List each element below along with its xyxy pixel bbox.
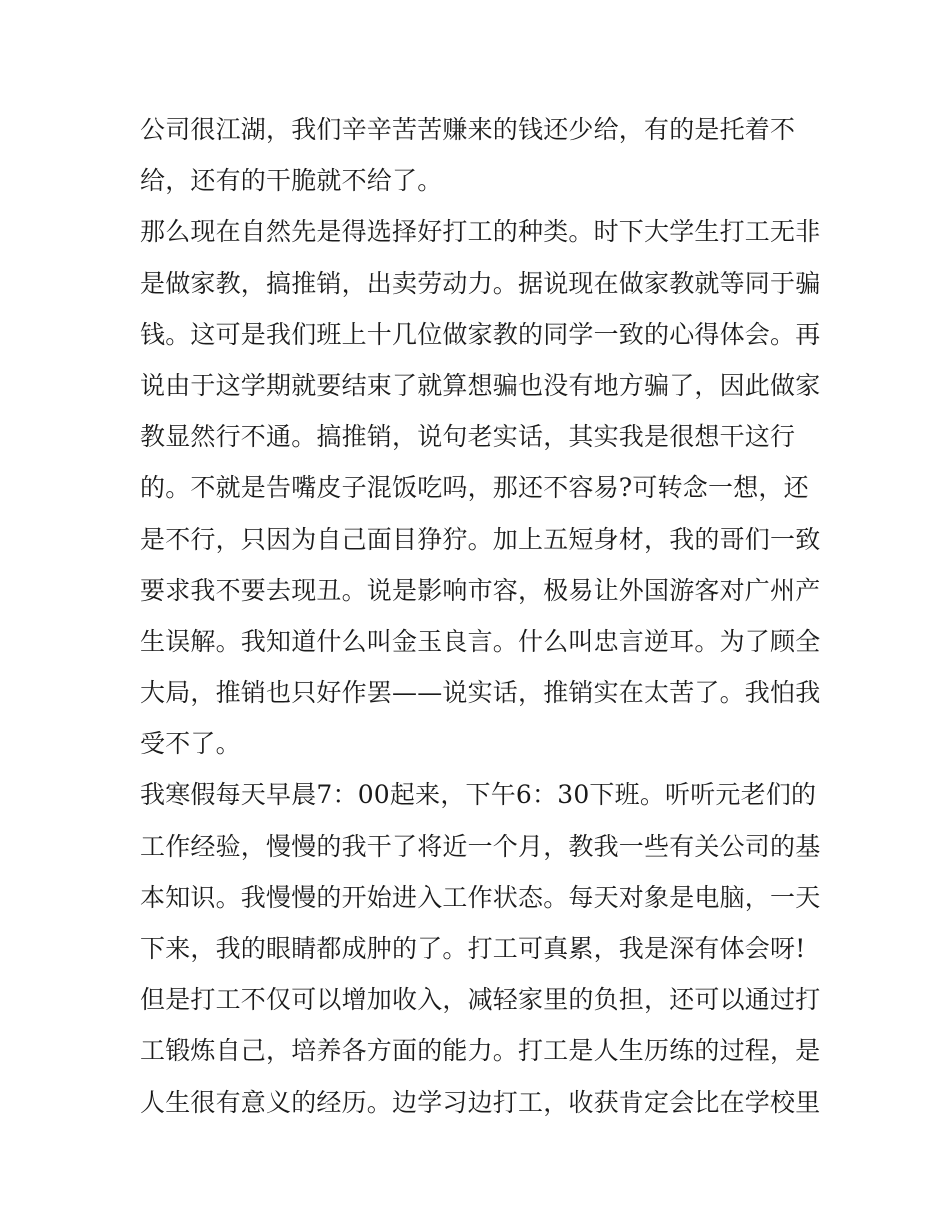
text-line: 我寒假每天早晨7：00起来，下午6：30下班。听听元老们的 [140, 780, 817, 810]
text-line: 公司很江湖，我们辛辛苦苦赚来的钱还少给，有的是托着不 [140, 115, 796, 144]
text-line: 工锻炼自己，培养各方面的能力。打工是人生历练的过程，是 [140, 1036, 821, 1066]
text-line: 下来，我的眼睛都成肿的了。打工可真累，我是深有体会呀! [140, 934, 806, 963]
text-line: 要求我不要去现丑。说是影响市容，极易让外国游客对广州产 [140, 575, 821, 605]
text-line: 但是打工不仅可以增加收入，减轻家里的负担，还可以通过打 [140, 985, 821, 1015]
text-line: 受不了。 [140, 729, 241, 759]
text-line: 本知识。我慢慢的开始进入工作状态。每天对象是电脑，一天 [140, 882, 821, 912]
text-line: 的。不就是告嘴皮子混饭吃吗，那还不容易?可转念一想，还 [140, 473, 809, 503]
text-line: 工作经验，慢慢的我干了将近一个月，教我一些有关公司的基 [140, 831, 821, 861]
text-line: 是不行，只因为自己面目狰狞。加上五短身材，我的哥们一致 [140, 524, 821, 554]
text-line: 钱。这可是我们班上十几位做家教的同学一致的心得体会。再 [140, 319, 821, 349]
text-line: 说由于这学期就要结束了就算想骗也没有地方骗了，因此做家 [140, 370, 821, 400]
text-line: 是做家教，搞推销，出卖劳动力。据说现在做家教就等同于骗 [140, 268, 821, 298]
body-text [140, 104, 820, 1128]
text-line: 生误解。我知道什么叫金玉良言。什么叫忠言逆耳。为了顾全 [140, 626, 821, 656]
text-line: 教显然行不通。搞推销，说句老实话，其实我是很想干这行 [140, 422, 796, 452]
text-line: 人生很有意义的经历。边学习边打工，收获肯定会比在学校里 [140, 1087, 821, 1117]
text-line: 大局，推销也只好作罢——说实话，推销实在太苦了。我怕我 [140, 678, 821, 708]
text-line: 那么现在自然先是得选择好打工的种类。时下大学生打工无非 [140, 217, 821, 247]
text-line: 给，还有的干脆就不给了。 [140, 166, 443, 196]
